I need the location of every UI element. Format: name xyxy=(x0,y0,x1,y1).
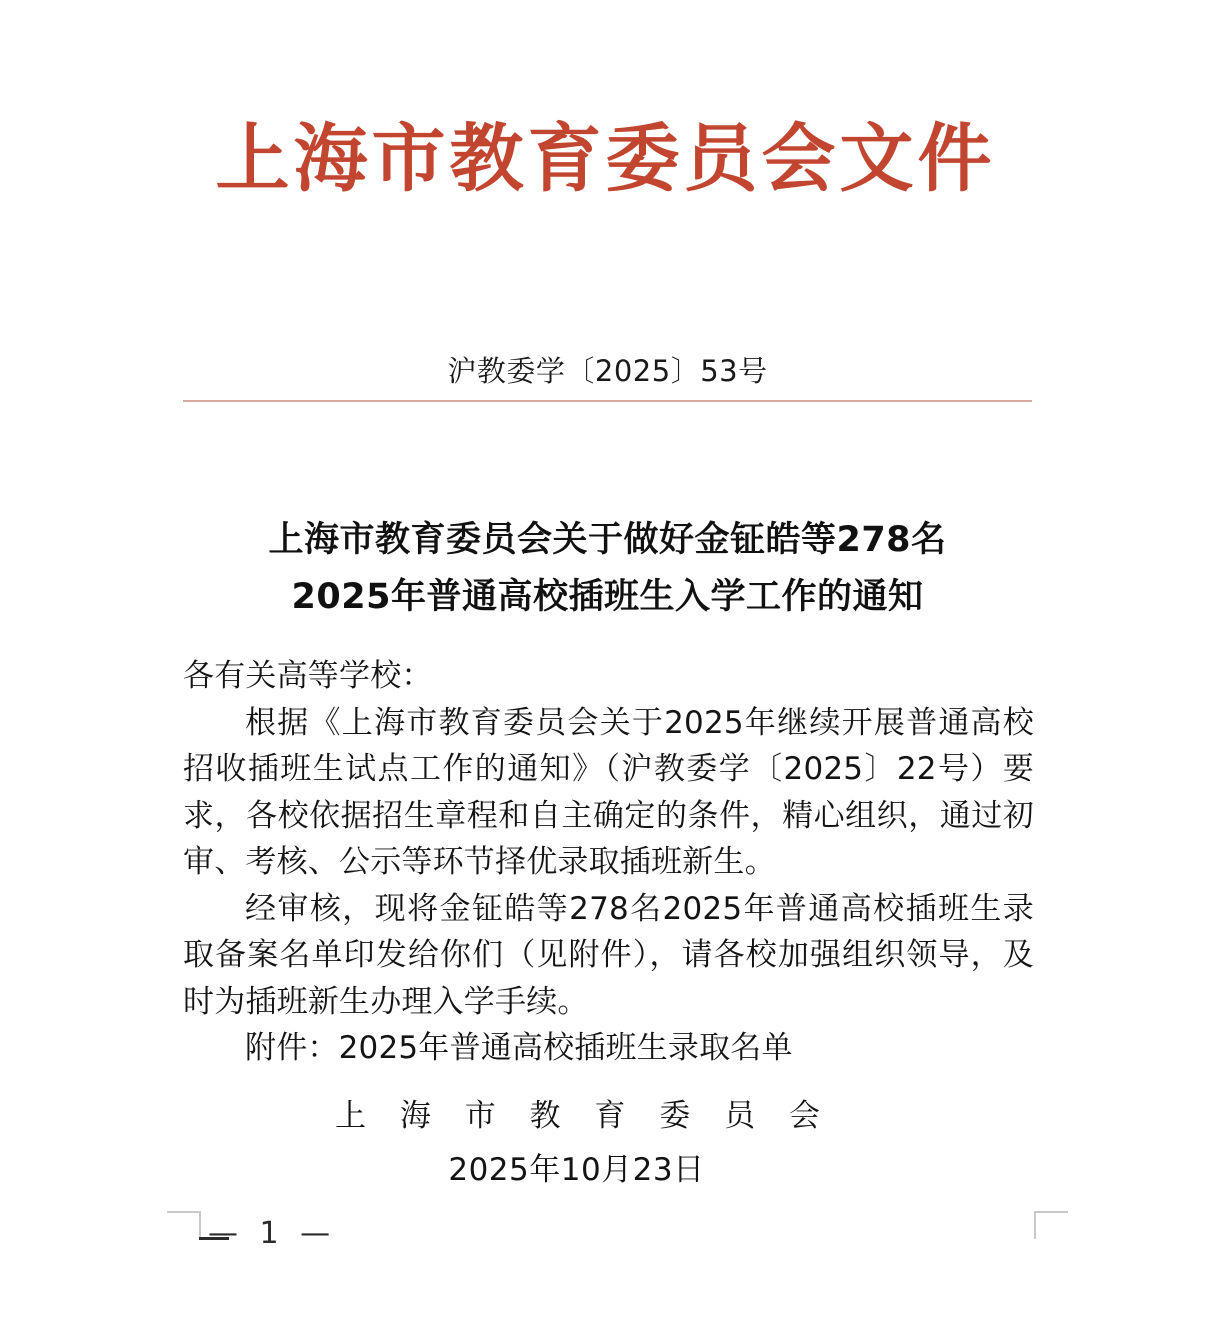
body-paragraph-1: 根据《上海市教育委员会关于2025年继续开展普通高校招收插班生试点工作的通知》（沪教委学〔2025〕22号）要求，各校依据招生章程和自主确定的条件，精心组织，通过初审、考核、公示等环节择优录取插班新生。 xyxy=(183,704,1034,880)
masthead-title: 上海市教育委员会文件 xyxy=(215,116,996,202)
body-paragraph-2: 经审核，现将金钲皓等278名2025年普通高校插班生录取备案名单印发给你们（见附件），请各校加强组织领导，及时为插班新生办理入学手续。 xyxy=(183,890,1034,1020)
salutation: 各有关高等学校： xyxy=(183,658,433,694)
document-body xyxy=(183,653,1034,1072)
page-title xyxy=(183,512,1032,625)
page-title-line-2: 2025年普通高校插班生入学工作的通知 xyxy=(291,576,924,617)
page-title-line-1: 上海市教育委员会关于做好金钲皓等278名 xyxy=(268,520,947,560)
signature-date: 2025年10月23日 xyxy=(448,1151,705,1188)
signature-organization: 上 海 市 教 育 委 员 会 xyxy=(335,1098,832,1134)
attachment-line: 附件：2025年普通高校插班生录取名单 xyxy=(245,1030,793,1066)
document-number-block xyxy=(183,352,1032,402)
crop-mark-right-icon xyxy=(1026,1211,1068,1241)
signature-block xyxy=(183,1093,1032,1194)
masthead xyxy=(0,118,1211,201)
page-number: — 1 — xyxy=(208,1216,337,1251)
document-number: 沪教委学〔2025〕53号 xyxy=(447,354,768,388)
header-divider-rule xyxy=(183,400,1032,402)
